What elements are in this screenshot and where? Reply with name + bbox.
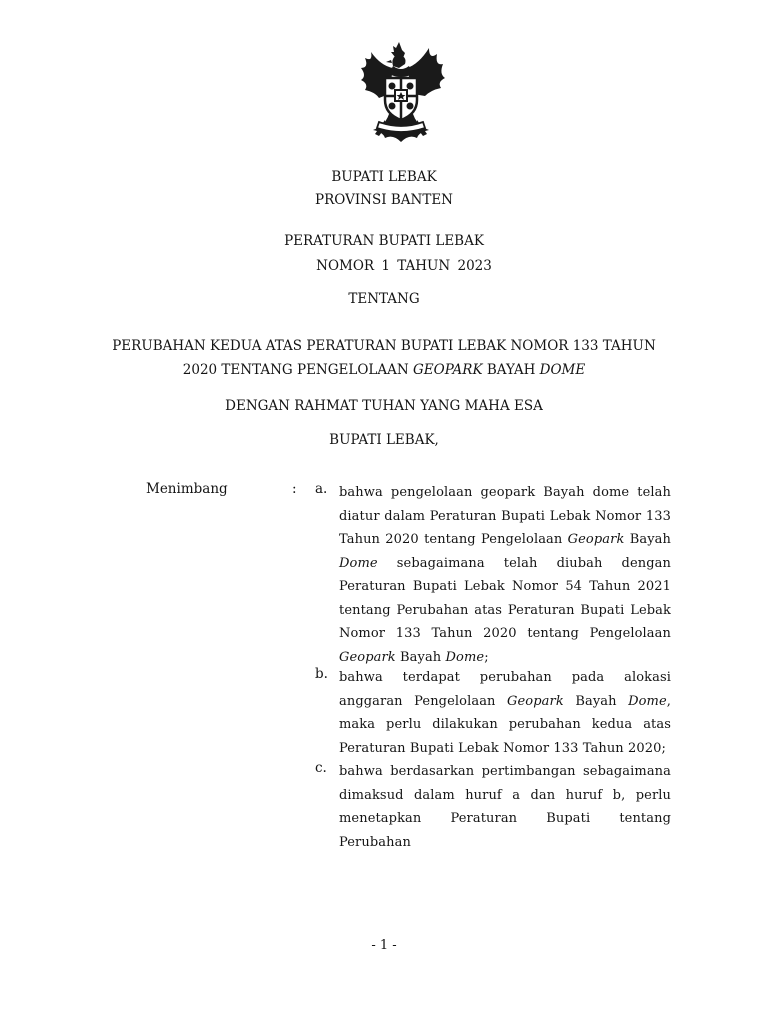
item-text-part: bahwa terdapat perubahan pada alokasi anggaran Pengelolaan <box>339 670 671 709</box>
page-number: - 1 - <box>371 938 397 953</box>
item-text-part: Bayah <box>395 649 446 665</box>
regulation-title: PERATURAN BUPATI LEBAK <box>284 233 484 249</box>
item-letter: b. <box>315 666 328 682</box>
considering-label: Menimbang <box>146 481 228 497</box>
subject-italic-geopark: GEOPARK <box>412 362 483 378</box>
item-text-part: Bayah <box>624 532 671 547</box>
item-letter: c. <box>315 760 327 776</box>
subject-text: BAYAH <box>482 362 540 378</box>
subject-line-1: PERUBAHAN KEDUA ATAS PERATURAN BUPATI LEBAK NOMOR 133 TAHUN <box>112 338 656 354</box>
item-text-italic: Geopark <box>567 532 625 547</box>
item-text: bahwa berdasarkan pertimbangan sebagaimana dimaksud dalam huruf a dan huruf b, perlu menetapkan Peraturan Bupati tentang Perubahan <box>339 764 671 850</box>
item-text-italic: Dome <box>339 555 378 571</box>
item-text-italic: Geopark <box>339 649 396 665</box>
issuer-province: PROVINSI BANTEN <box>315 192 453 208</box>
item-text-part: ; <box>484 649 489 665</box>
item-text <box>339 481 671 669</box>
item-text-italic: Dome <box>445 649 485 665</box>
considering-colon: : <box>292 481 297 497</box>
blessing-line: DENGAN RAHMAT TUHAN YANG MAHA ESA <box>225 398 543 414</box>
item-text-part: , maka perlu dilakukan perubahan kedua atas Peraturan Bupati Lebak Nomor 133 Tahun 2020; <box>339 693 671 756</box>
about-label: TENTANG <box>348 291 420 307</box>
garuda-pancasila-emblem-icon <box>355 38 447 146</box>
item-text-part: bahwa pengelolaan geopark Bayah dome telah diatur dalam Peraturan Bupati Lebak Nomor 133 Tahun 2020 tentang Pengelolaan <box>339 485 671 547</box>
item-text-italic: Dome <box>628 693 667 709</box>
subject-line-2 <box>0 358 768 382</box>
issuer-title: BUPATI LEBAK <box>331 169 437 185</box>
item-text-part: Bayah <box>563 693 629 709</box>
regulation-subject <box>0 334 768 382</box>
item-text <box>339 666 671 760</box>
item-text-part: sebagaimana telah diubah dengan Peraturan Bupati Lebak Nomor 54 Tahun 2021 tentang Perubahan atas Peraturan Bupati Lebak Nomor 133 Tahun 2020 tentang Pengelolaan <box>339 555 671 641</box>
item-text-italic: Geopark <box>507 693 564 709</box>
item-letter: a. <box>315 481 328 497</box>
regulation-number: NOMOR 1 TAHUN 2023 <box>316 258 492 274</box>
regent-line: BUPATI LEBAK, <box>329 432 439 448</box>
issuer-heading <box>0 166 768 212</box>
subject-text: 2020 TENTANG PENGELOLAAN <box>182 362 413 378</box>
regulation-heading <box>0 229 768 279</box>
subject-italic-dome: DOME <box>539 362 586 378</box>
